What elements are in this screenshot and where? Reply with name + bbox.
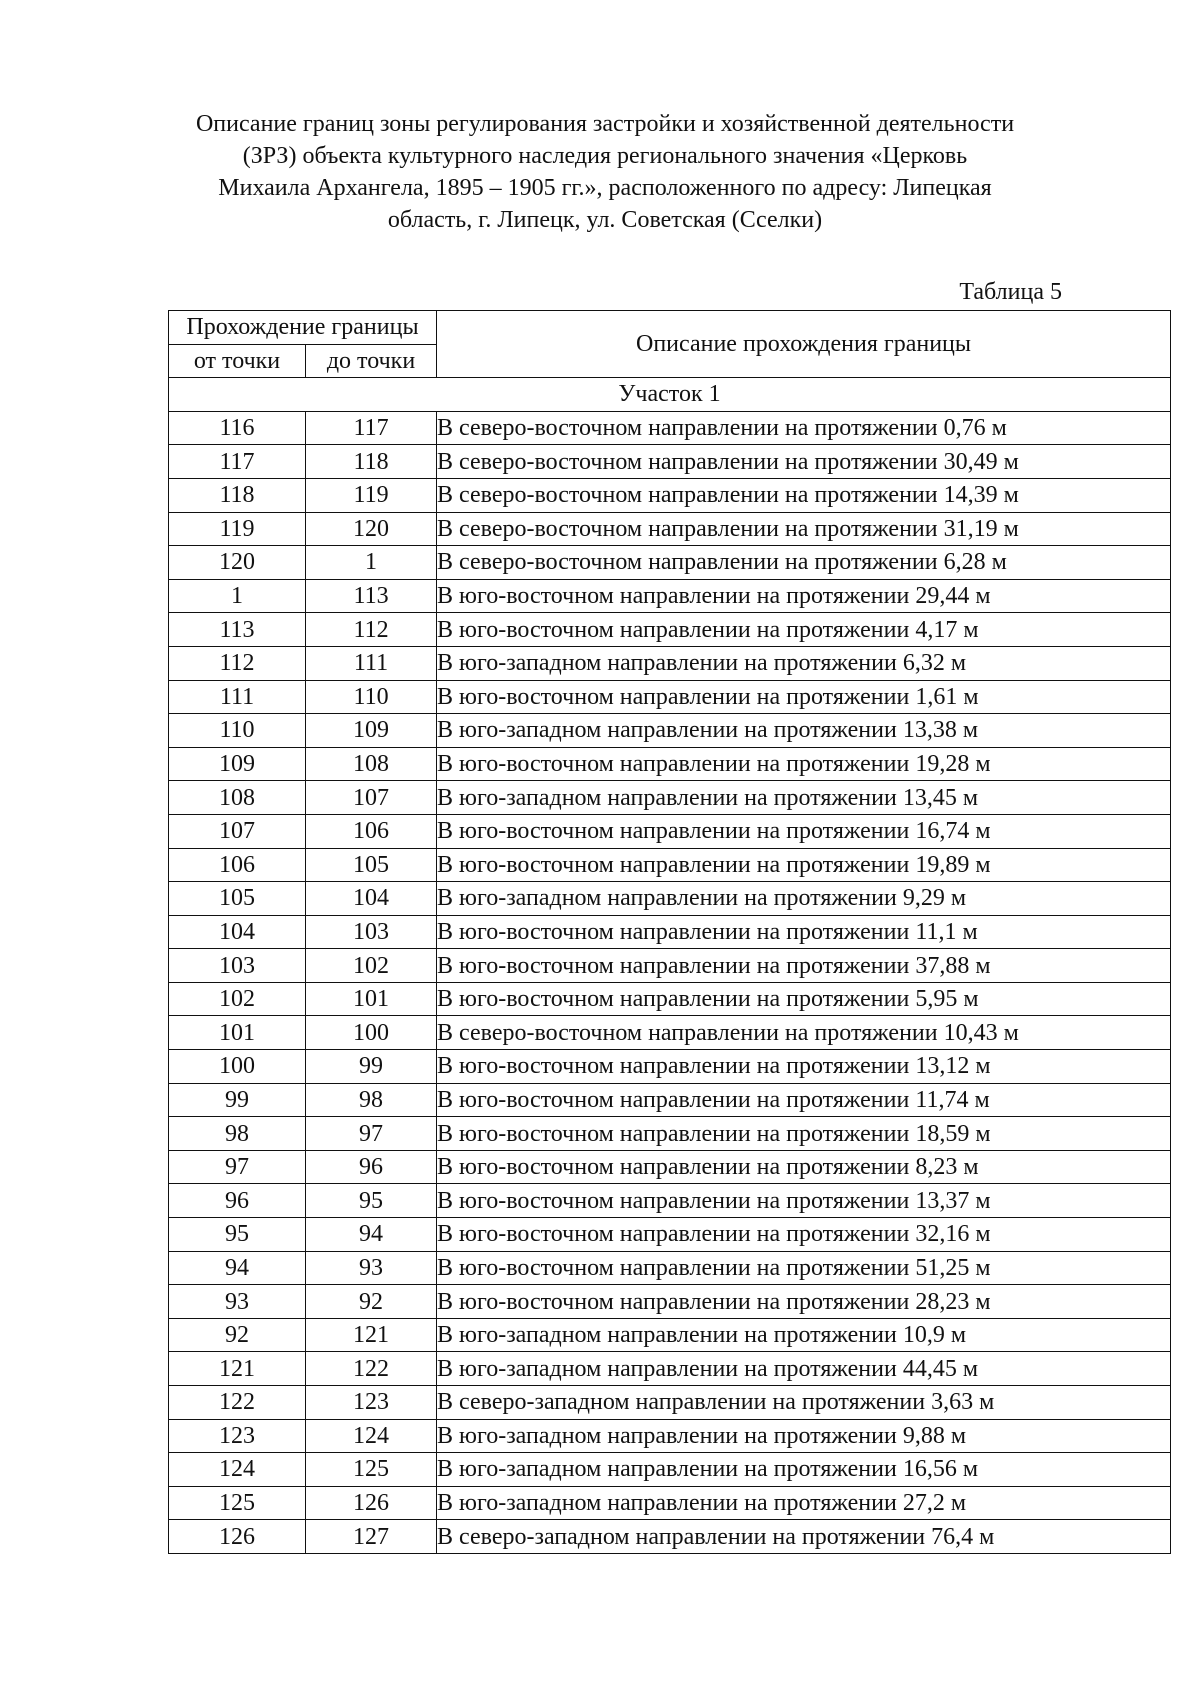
from-point-cell: 118 (169, 478, 306, 512)
to-point-cell: 101 (306, 982, 437, 1016)
table-row (169, 1083, 1171, 1117)
from-point-cell: 101 (169, 1016, 306, 1050)
to-point-cell: 106 (306, 814, 437, 848)
to-point-cell: 105 (306, 848, 437, 882)
to-point-cell: 121 (306, 1318, 437, 1352)
from-point-cell: 95 (169, 1218, 306, 1252)
from-point-cell: 1 (169, 579, 306, 613)
to-point-cell: 127 (306, 1520, 437, 1554)
boundary-table (168, 310, 1171, 1554)
description-cell: В юго-восточном направлении на протяжении 1,61 м (437, 680, 1171, 714)
to-point-cell: 103 (306, 915, 437, 949)
from-point-cell: 104 (169, 915, 306, 949)
description-cell: В юго-восточном направлении на протяжении 19,28 м (437, 747, 1171, 781)
to-point-cell: 96 (306, 1150, 437, 1184)
table-row (169, 646, 1171, 680)
table-row (169, 714, 1171, 748)
table-row (169, 747, 1171, 781)
description-cell: В северо-восточном направлении на протяжении 31,19 м (437, 512, 1171, 546)
from-point-cell: 96 (169, 1184, 306, 1218)
from-point-cell: 123 (169, 1419, 306, 1453)
to-point-cell: 97 (306, 1117, 437, 1151)
title-line: Описание границ зоны регулирования застройки и хозяйственной деятельности (195, 111, 1015, 137)
description-cell: В юго-восточном направлении на протяжении 4,17 м (437, 613, 1171, 647)
from-point-cell: 121 (169, 1352, 306, 1386)
from-point-cell: 102 (169, 982, 306, 1016)
to-point-cell: 109 (306, 714, 437, 748)
description-cell: В северо-западном направлении на протяжении 3,63 м (437, 1386, 1171, 1420)
to-point-cell: 93 (306, 1251, 437, 1285)
description-cell: В юго-восточном направлении на протяжении 11,74 м (437, 1083, 1171, 1117)
from-point-cell: 107 (169, 814, 306, 848)
description-cell: В юго-восточном направлении на протяжении 11,1 м (437, 915, 1171, 949)
from-point-cell: 111 (169, 680, 306, 714)
from-point-cell: 98 (169, 1117, 306, 1151)
from-point-cell: 93 (169, 1285, 306, 1319)
to-point-cell: 119 (306, 478, 437, 512)
description-cell: В юго-восточном направлении на протяжении 29,44 м (437, 579, 1171, 613)
from-point-cell: 94 (169, 1251, 306, 1285)
to-point-cell: 120 (306, 512, 437, 546)
from-point-cell: 108 (169, 781, 306, 815)
table-row (169, 1016, 1171, 1050)
table-row (169, 1050, 1171, 1084)
to-point-cell: 117 (306, 411, 437, 445)
from-point-cell: 125 (169, 1486, 306, 1520)
description-cell: В юго-восточном направлении на протяжении 8,23 м (437, 1150, 1171, 1184)
description-cell: В юго-западном направлении на протяжении 6,32 м (437, 646, 1171, 680)
section-row: Участок 1 (169, 378, 1171, 412)
from-point-cell: 106 (169, 848, 306, 882)
description-cell: В юго-восточном направлении на протяжении 13,37 м (437, 1184, 1171, 1218)
table-row (169, 1150, 1171, 1184)
from-point-cell: 105 (169, 882, 306, 916)
description-cell: В северо-западном направлении на протяжении 76,4 м (437, 1520, 1171, 1554)
to-point-cell: 100 (306, 1016, 437, 1050)
to-point-cell: 126 (306, 1486, 437, 1520)
from-point-cell: 110 (169, 714, 306, 748)
description-cell: В юго-восточном направлении на протяжении 32,16 м (437, 1218, 1171, 1252)
description-cell: В юго-восточном направлении на протяжении 13,12 м (437, 1050, 1171, 1084)
table-row (169, 982, 1171, 1016)
table-row (169, 1117, 1171, 1151)
description-cell: В юго-восточном направлении на протяжении 5,95 м (437, 982, 1171, 1016)
description-cell: В юго-восточном направлении на протяжении 18,59 м (437, 1117, 1171, 1151)
from-point-cell: 126 (169, 1520, 306, 1554)
description-cell: В юго-западном направлении на протяжении 16,56 м (437, 1453, 1171, 1487)
from-point-cell: 99 (169, 1083, 306, 1117)
description-cell: В юго-западном направлении на протяжении 9,88 м (437, 1419, 1171, 1453)
table-row (169, 848, 1171, 882)
to-point-cell: 110 (306, 680, 437, 714)
to-point-cell: 111 (306, 646, 437, 680)
table-row (169, 1318, 1171, 1352)
table-row (169, 1251, 1171, 1285)
from-point-cell: 119 (169, 512, 306, 546)
header-description: Описание прохождения границы (437, 311, 1171, 378)
table-row (169, 680, 1171, 714)
from-point-cell: 122 (169, 1386, 306, 1420)
from-point-cell: 124 (169, 1453, 306, 1487)
description-cell: В юго-восточном направлении на протяжении 28,23 м (437, 1285, 1171, 1319)
title-line: (ЗРЗ) объекта культурного наследия регионального значения «Церковь (242, 143, 968, 169)
description-cell: В юго-восточном направлении на протяжении 51,25 м (437, 1251, 1171, 1285)
description-cell: В северо-восточном направлении на протяжении 0,76 м (437, 411, 1171, 445)
table-row (169, 1285, 1171, 1319)
table-row (169, 1184, 1171, 1218)
from-point-cell: 117 (169, 445, 306, 479)
table-row (169, 1520, 1171, 1554)
description-cell: В северо-восточном направлении на протяжении 14,39 м (437, 478, 1171, 512)
header-boundary-passage: Прохождение границы (169, 311, 437, 345)
title-line: Михаила Архангела, 1895 – 1905 гг.», расположенного по адресу: Липецкая (218, 175, 992, 201)
description-cell: В юго-западном направлении на протяжении 13,38 м (437, 714, 1171, 748)
table-row (169, 915, 1171, 949)
description-cell: В юго-западном направлении на протяжении 10,9 м (437, 1318, 1171, 1352)
to-point-cell: 95 (306, 1184, 437, 1218)
description-cell: В юго-западном направлении на протяжении 27,2 м (437, 1486, 1171, 1520)
to-point-cell: 122 (306, 1352, 437, 1386)
table-row (169, 546, 1171, 580)
description-cell: В юго-западном направлении на протяжении 44,45 м (437, 1352, 1171, 1386)
description-cell: В юго-западном направлении на протяжении 9,29 м (437, 882, 1171, 916)
table-row (169, 1218, 1171, 1252)
to-point-cell: 107 (306, 781, 437, 815)
to-point-cell: 124 (306, 1419, 437, 1453)
description-cell: В юго-восточном направлении на протяжении 16,74 м (437, 814, 1171, 848)
from-point-cell: 120 (169, 546, 306, 580)
to-point-cell: 112 (306, 613, 437, 647)
table-row (169, 411, 1171, 445)
table-row (169, 512, 1171, 546)
title-line: область, г. Липецк, ул. Советская (Сселки) (387, 207, 823, 233)
from-point-cell: 113 (169, 613, 306, 647)
header-from-point: от точки (169, 344, 306, 378)
description-cell: В юго-восточном направлении на протяжении 19,89 м (437, 848, 1171, 882)
to-point-cell: 102 (306, 949, 437, 983)
table-caption: Таблица 5 (959, 279, 1062, 305)
table-row (169, 1419, 1171, 1453)
description-cell: В юго-западном направлении на протяжении 13,45 м (437, 781, 1171, 815)
to-point-cell: 104 (306, 882, 437, 916)
description-cell: В северо-восточном направлении на протяжении 30,49 м (437, 445, 1171, 479)
to-point-cell: 113 (306, 579, 437, 613)
to-point-cell: 123 (306, 1386, 437, 1420)
from-point-cell: 109 (169, 747, 306, 781)
table-row (169, 478, 1171, 512)
from-point-cell: 100 (169, 1050, 306, 1084)
table-row (169, 882, 1171, 916)
table-row (169, 1453, 1171, 1487)
table-row (169, 613, 1171, 647)
to-point-cell: 99 (306, 1050, 437, 1084)
table-row (169, 445, 1171, 479)
to-point-cell: 92 (306, 1285, 437, 1319)
to-point-cell: 1 (306, 546, 437, 580)
table-row (169, 1352, 1171, 1386)
to-point-cell: 108 (306, 747, 437, 781)
to-point-cell: 98 (306, 1083, 437, 1117)
table-row (169, 1386, 1171, 1420)
from-point-cell: 116 (169, 411, 306, 445)
description-cell: В северо-восточном направлении на протяжении 6,28 м (437, 546, 1171, 580)
description-cell: В северо-восточном направлении на протяжении 10,43 м (437, 1016, 1171, 1050)
table-row (169, 579, 1171, 613)
from-point-cell: 112 (169, 646, 306, 680)
from-point-cell: 92 (169, 1318, 306, 1352)
header-to-point: до точки (306, 344, 437, 378)
table-row (169, 949, 1171, 983)
to-point-cell: 118 (306, 445, 437, 479)
table-row (169, 781, 1171, 815)
from-point-cell: 103 (169, 949, 306, 983)
table-row (169, 814, 1171, 848)
to-point-cell: 94 (306, 1218, 437, 1252)
table-row (169, 1486, 1171, 1520)
to-point-cell: 125 (306, 1453, 437, 1487)
document-title (150, 108, 1060, 236)
from-point-cell: 97 (169, 1150, 306, 1184)
description-cell: В юго-восточном направлении на протяжении 37,88 м (437, 949, 1171, 983)
